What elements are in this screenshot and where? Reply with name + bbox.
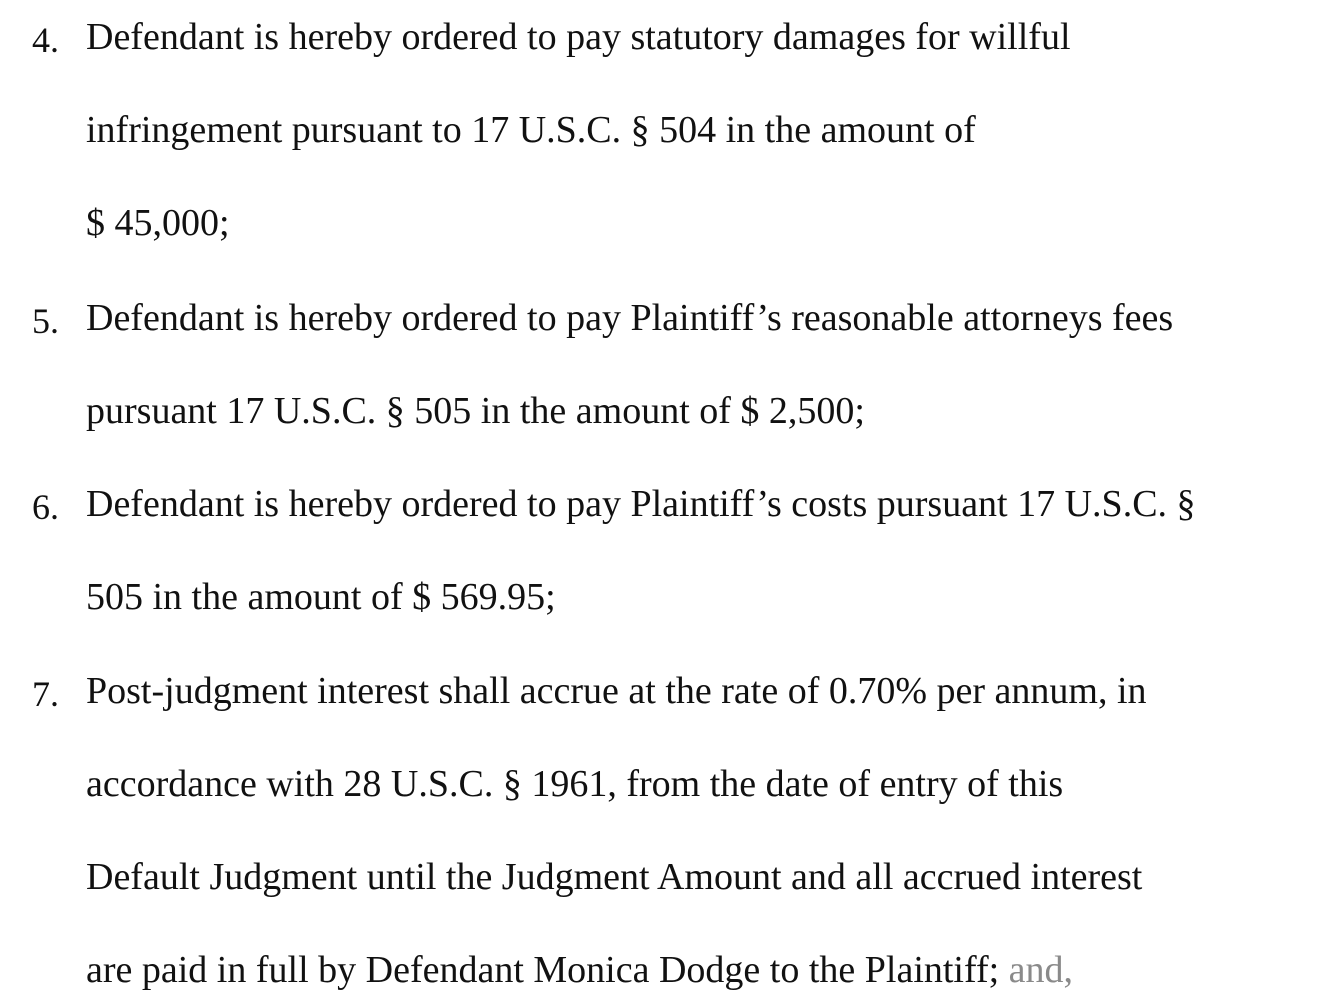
paragraph-number: 7.: [32, 674, 59, 714]
paragraph-line: Defendant is hereby ordered to pay statutory damages for willful: [86, 16, 1071, 58]
paragraph-line: pursuant 17 U.S.C. § 505 in the amount of $ 2,500;: [86, 390, 865, 432]
paragraph-line: accordance with 28 U.S.C. § 1961, from the date of entry of this: [86, 763, 1064, 805]
paragraph-line: 505 in the amount of $ 569.95;: [86, 576, 556, 618]
paragraph-line-last: [86, 947, 1073, 993]
paragraph-line: Post-judgment interest shall accrue at the rate of 0.70% per annum, in: [86, 670, 1147, 712]
paragraph-number: 6.: [32, 487, 59, 527]
paragraph-line: Defendant is hereby ordered to pay Plaintiff’s reasonable attorneys fees: [86, 297, 1174, 339]
paragraph-line: Default Judgment until the Judgment Amount and all accrued interest: [86, 856, 1143, 898]
paragraph-line: $ 45,000;: [86, 202, 230, 244]
paragraph-number: 5.: [32, 301, 59, 341]
paragraph-line: infringement pursuant to 17 U.S.C. § 504 in the amount of: [86, 109, 976, 151]
paragraph-line: Defendant is hereby ordered to pay Plaintiff’s costs pursuant 17 U.S.C. §: [86, 483, 1196, 525]
paragraph-trailing-text: and,: [999, 949, 1074, 991]
paragraph-number: 4.: [32, 20, 59, 60]
paragraph-line-text: are paid in full by Defendant Monica Dodge to the Plaintiff;: [86, 949, 1000, 991]
